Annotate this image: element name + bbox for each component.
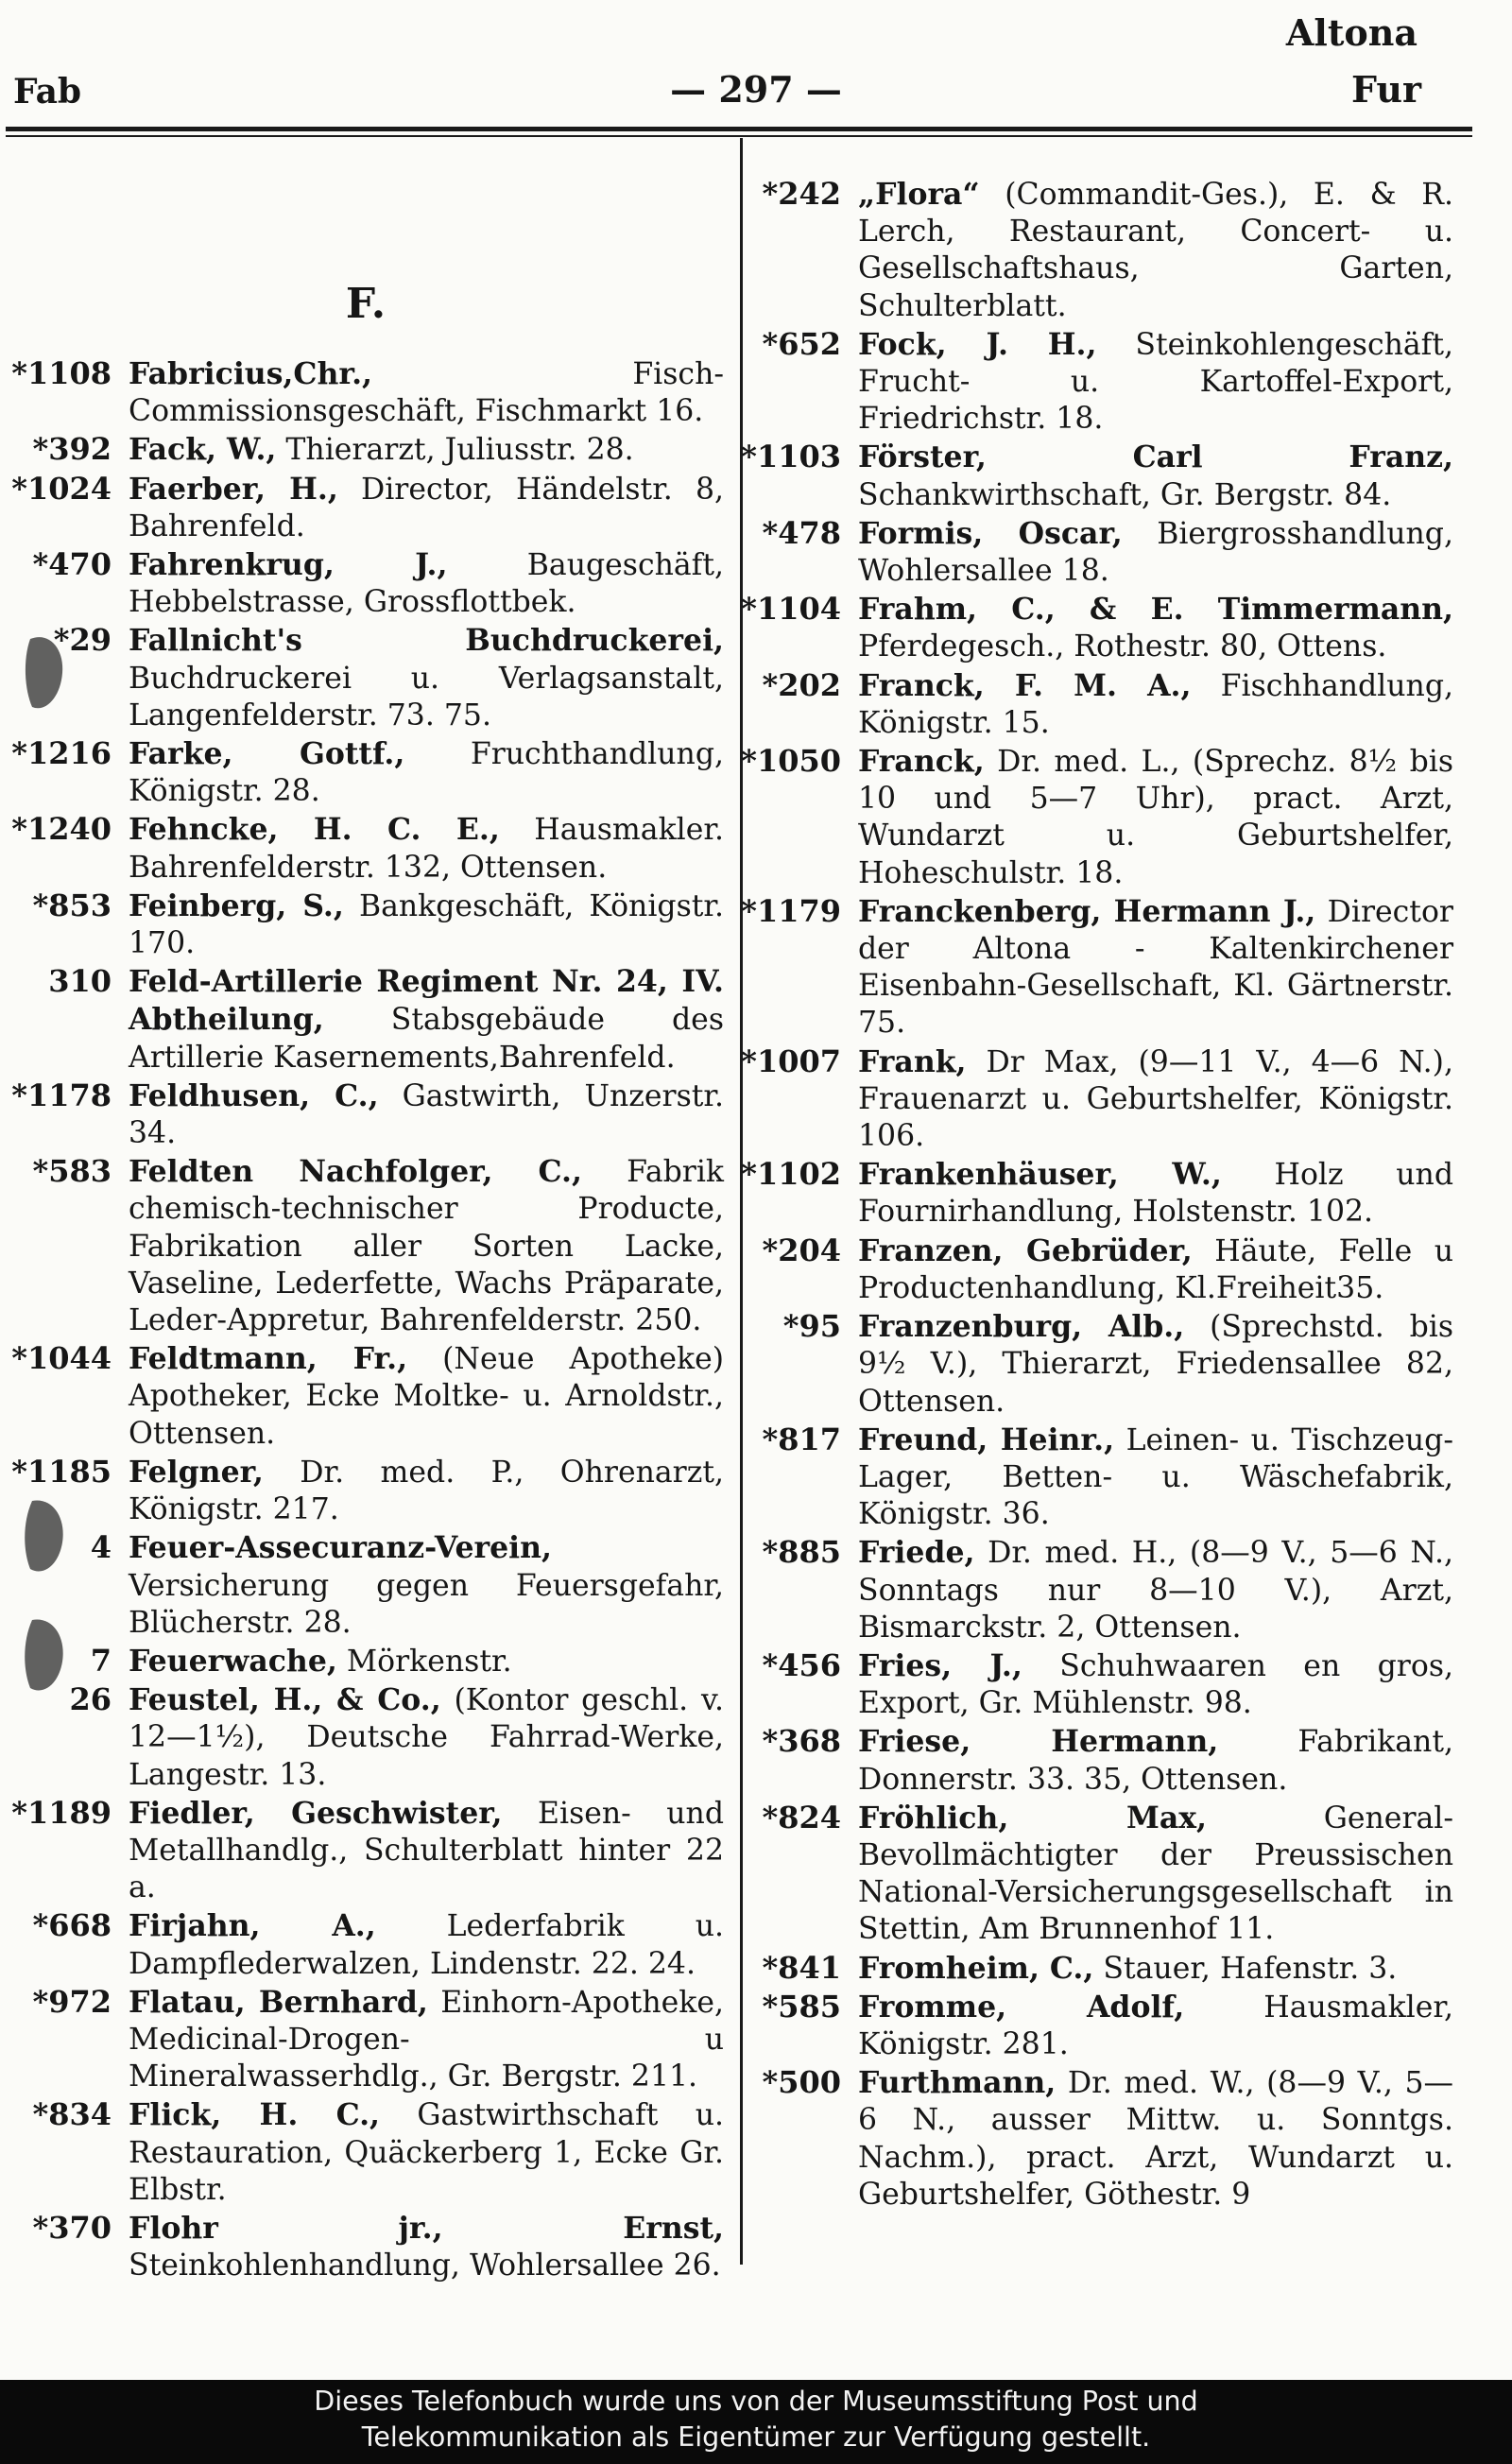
phone-number: *972 (32, 1983, 112, 2020)
entry-details: Steinkohlengeschäft, Frucht- u. Kartoffel-Export, Friedrichstr. 18. (858, 327, 1453, 437)
entry-body (129, 735, 724, 810)
entry-body (129, 1153, 724, 1339)
entry-body (858, 1156, 1453, 1231)
entry-details: Director, Händelstr. 8, Bahrenfeld. (129, 472, 724, 543)
phone-number: *1216 (11, 735, 112, 772)
phone-number: *824 (762, 1799, 841, 1835)
subscriber-name: Feinberg, S., (129, 887, 344, 923)
subscriber-name: Fries, J., (858, 1647, 1022, 1683)
entry-body (858, 667, 1453, 742)
subscriber-name: Fahrenkrug, J., (129, 547, 448, 583)
directory-entry (8, 431, 724, 469)
entry-body (129, 1529, 724, 1642)
directory-entry (737, 439, 1453, 513)
entry-body (858, 1989, 1453, 2063)
directory-entry (737, 1156, 1453, 1231)
directory-entry (737, 1043, 1453, 1156)
entry-details: (Commandit-Ges.), E. & R. Lerch, Restaurant, Concert- u. Gesellschaftshaus, Garten, Schulterblatt. (858, 178, 1454, 323)
phone-number: *1102 (741, 1156, 841, 1193)
subscriber-name: Franck, (858, 744, 985, 780)
subscriber-name: Fromme, Adolf, (858, 1989, 1185, 2025)
directory-entry (737, 893, 1453, 1042)
directory-entry (8, 963, 724, 1077)
header-rule (6, 127, 1472, 131)
directory-entry (737, 743, 1453, 892)
subscriber-name: Fromheim, C., (858, 1950, 1094, 1986)
entry-details: Fabrikant, Donnerstr. 33. 35, Ottensen. (858, 1725, 1453, 1797)
entry-body (858, 743, 1453, 892)
phone-number: *652 (762, 325, 841, 362)
footer-line-1: Dieses Telefonbuch wurde uns von der Museumsstiftung Post und (314, 2386, 1198, 2417)
phone-number: *1007 (741, 1042, 841, 1079)
subscriber-name: Friese, Hermann, (858, 1724, 1219, 1760)
entry-body (858, 1647, 1453, 1722)
directory-entry (8, 1795, 724, 1907)
subscriber-name: Firjahn, A., (129, 1908, 376, 1944)
directory-entry (8, 1153, 724, 1339)
entry-details: Director der Altona - Kaltenkirchener Eisenbahn-Gesellschaft, Kl. Gärtnerstr. 75. (858, 894, 1453, 1041)
subscriber-name: Furthmann, (858, 2065, 1057, 2101)
directory-entry (737, 1232, 1453, 1307)
subscriber-name: Franckenberg, Hermann J., (858, 893, 1316, 929)
entry-body (129, 1795, 724, 1907)
entry-body (129, 1681, 724, 1794)
entry-body (129, 887, 724, 962)
directory-entry (8, 887, 724, 962)
subscriber-name: Franzen, Gebrüder, (858, 1232, 1193, 1268)
entry-details: Dr Max, (9—11 V., 4—6 N.), Frauenarzt u. Geburtshelfer, Königstr. 106. (858, 1044, 1453, 1154)
range-end: Fur (1351, 68, 1421, 111)
directory-entry (8, 1340, 724, 1453)
phone-number: *1178 (11, 1077, 112, 1113)
phone-number: *370 (32, 2209, 112, 2246)
directory-entry (8, 1454, 724, 1528)
entry-details: Schankwirthschaft, Gr. Bergstr. 84. (858, 477, 1392, 512)
phone-number: *585 (762, 1988, 841, 2025)
entry-details: Buchdruckerei u. Verlagsanstalt, Langenfelderstr. 73. 75. (129, 661, 724, 732)
directory-entry (8, 2096, 724, 2209)
phone-number: *1044 (11, 1340, 112, 1377)
phone-number: *470 (32, 546, 112, 583)
subscriber-name: Fabricius,Chr., (129, 356, 372, 391)
phone-number: *668 (32, 1907, 112, 1944)
subscriber-name: Feuer-Assecuranz-Verein, (129, 1530, 552, 1566)
phone-number: 4 (90, 1529, 112, 1566)
entry-body (858, 326, 1453, 439)
phone-number: *885 (762, 1534, 841, 1571)
directory-entry (737, 515, 1453, 590)
entry-details: Fischhandlung, Königstr. 15. (858, 668, 1454, 740)
directory-entry (737, 591, 1453, 665)
entry-details: Eisen- und Metallhandlg., Schulterblatt hinter 22 a. (129, 1796, 725, 1905)
subscriber-name: Frankenhäuser, W., (858, 1157, 1222, 1193)
entry-body (858, 1422, 1453, 1534)
phone-number: *1185 (11, 1453, 112, 1490)
entry-body (129, 1077, 724, 1152)
subscriber-name: Farke, Gottf., (129, 736, 405, 772)
entry-body (858, 1308, 1453, 1421)
entry-body (129, 1907, 724, 1982)
subscriber-name: Flick, H. C., (129, 2097, 381, 2133)
directory-entry (737, 1534, 1453, 1646)
entry-body (129, 1454, 724, 1528)
subscriber-name: Franzenburg, Alb., (858, 1309, 1185, 1345)
phone-number: 7 (90, 1642, 112, 1679)
phone-number: *1104 (741, 591, 841, 628)
entry-body (129, 355, 724, 430)
phone-number: *1108 (11, 355, 112, 391)
entry-details: Leinen- u. Tischzeug-Lager, Betten- u. Wäschefabrik, Königstr. 36. (858, 1422, 1453, 1532)
subscriber-name: Flohr jr., Ernst, (129, 2210, 724, 2246)
phone-number: *500 (762, 2064, 841, 2101)
directory-entry (8, 735, 724, 810)
entry-body (129, 2210, 724, 2284)
subscriber-name: Flatau, Bernhard, (129, 1984, 428, 2020)
entry-details: Häute, Felle u Productenhandlung, Kl.Freiheit35. (858, 1233, 1454, 1305)
entry-details: Thierarzt, Juliusstr. 28. (285, 433, 634, 468)
phone-number: *841 (762, 1949, 841, 1986)
directory-entry (737, 1422, 1453, 1534)
phone-number: *1024 (11, 470, 112, 507)
subscriber-name: Feustel, H., & Co., (129, 1682, 441, 1718)
directory-entry (8, 622, 724, 734)
phone-number: *242 (762, 176, 841, 212)
subscriber-name: Feldten Nachfolger, C., (129, 1154, 582, 1190)
subscriber-name: Frahm, C., & E. Timmermann, (858, 592, 1453, 628)
phone-number: *202 (762, 666, 841, 703)
entry-body (129, 1643, 724, 1680)
entry-body (129, 811, 724, 886)
phone-number: 310 (48, 963, 112, 1000)
directory-entry (737, 1647, 1453, 1722)
entry-body (129, 431, 724, 469)
directory-entry (737, 667, 1453, 742)
entry-details: Mörkenstr. (346, 1644, 512, 1679)
entry-details: Gastwirthschaft u. Restauration, Quäckerberg 1, Ecke Gr. Elbstr. (129, 2098, 725, 2207)
subscriber-name: Felgner, (129, 1454, 264, 1490)
entry-body (858, 893, 1453, 1042)
entry-body (129, 1984, 724, 2096)
subscriber-name: Franck, F. M. A., (858, 667, 1192, 703)
subscriber-name: Formis, Oscar, (858, 515, 1123, 551)
subscriber-name: Feuerwache, (129, 1643, 337, 1679)
directory-entry (8, 546, 724, 621)
entry-body (129, 622, 724, 734)
entry-body (858, 176, 1453, 325)
phone-number: *456 (762, 1646, 841, 1683)
subscriber-name: Förster, Carl Franz, (858, 439, 1453, 475)
entry-details: Holz und Fournirhandlung, Holstenstr. 102. (858, 1158, 1454, 1230)
subscriber-name: Freund, Heinr., (858, 1422, 1115, 1457)
entry-details: (Kontor geschl. v. 12—1½), Deutsche Fahrrad-Werke, Langestr. 13. (129, 1683, 725, 1792)
subscriber-name: „Flora“ (858, 177, 980, 212)
entry-body (858, 1043, 1453, 1156)
subscriber-name: Feld-Artillerie Regiment Nr. 24, IV. Abtheilung, (129, 964, 724, 1038)
subscriber-name: Faerber, H., (129, 471, 338, 507)
section-letter: F. (345, 280, 387, 328)
phone-number: *368 (762, 1723, 841, 1760)
entry-body (129, 2096, 724, 2209)
entry-details: Fisch-Commissionsgeschäft, Fischmarkt 16. (129, 357, 724, 429)
entry-details: Steinkohlenhandlung, Wohlersallee 26. (129, 2249, 721, 2283)
entry-details: Dr. med. W., (8—9 V., 5—6 N., ausser Mittw. u. Sonntgs. Nachm.), pract. Arzt, Wundarzt u. Geburtshelfer, Göthestr. 9 (858, 2066, 1454, 2212)
subscriber-name: Fack, W., (129, 432, 277, 468)
entry-details: Gastwirth, Unzerstr. 34. (129, 1078, 725, 1151)
entry-details: Biergrosshandlung, Wohlersallee 18. (858, 516, 1453, 589)
subscriber-name: Feldhusen, C., (129, 1077, 379, 1113)
entry-body (858, 515, 1453, 590)
entry-body (858, 1723, 1453, 1798)
phone-number: *1189 (11, 1794, 112, 1831)
subscriber-name: Feldtmann, Fr., (129, 1341, 408, 1377)
phone-number: *834 (32, 2096, 112, 2133)
entry-body (858, 1232, 1453, 1307)
phone-number: *1103 (741, 439, 841, 475)
directory-entry (8, 1643, 724, 1680)
entry-details: Stabsgebäude des Artillerie Kasernements,Bahrenfeld. (129, 1003, 724, 1075)
phone-number: *1240 (11, 811, 112, 848)
phone-number: 26 (69, 1681, 112, 1718)
phone-number: *392 (32, 431, 112, 468)
entry-details: Dr. med. L., (Sprechz. 8½ bis 10 und 5—7 Uhr), pract. Arzt, Wundarzt u. Geburtshelfer, Hoheschulstr. 18. (858, 745, 1454, 890)
subscriber-name: Friede, (858, 1535, 975, 1571)
entry-details: Fruchthandlung, Königstr. 28. (129, 737, 724, 809)
subscriber-name: Frank, (858, 1043, 967, 1079)
phone-number: *1050 (741, 743, 841, 780)
phone-number: *95 (782, 1308, 841, 1345)
entry-body (858, 2064, 1453, 2214)
directory-entry (737, 2064, 1453, 2214)
subscriber-name: Fröhlich, Max, (858, 1800, 1207, 1835)
directory-entry (8, 1984, 724, 2096)
entry-details: Schuhwaaren en gros, Export, Gr. Mühlenstr. 98. (858, 1648, 1453, 1721)
entry-details: Pferdegesch., Rothestr. 80, Ottens. (858, 629, 1387, 664)
directory-entry (737, 176, 1453, 325)
entry-details: Hausmakler. Bahrenfelderstr. 132, Ottensen. (129, 813, 725, 885)
city-header: Altona (1285, 11, 1418, 54)
entry-body (129, 546, 724, 621)
directory-entry (737, 1308, 1453, 1421)
directory-entry (8, 1907, 724, 1982)
entry-details: Fabrik chemisch-technischer Producte, Fabrikation aller Sorten Lacke, Vaseline, Lederfette, Wachs Präparate, Leder-Appretur, Bahrenfelderstr. 250. (129, 1155, 725, 1338)
entry-details: Lederfabrik u. Dampflederwalzen, Lindenstr. 22. 24. (129, 1909, 724, 1981)
entry-details: Einhorn-Apotheke, Medicinal-Drogen- u Mineralwasserhdlg., Gr. Bergstr. 211. (129, 1985, 724, 2094)
entry-details: (Sprechstd. bis 9½ V.), Thierarzt, Friedensallee 82, Ottensen. (858, 1310, 1453, 1419)
page-number: — 297 — (670, 68, 842, 111)
phone-number: *1179 (741, 892, 841, 929)
directory-entry (737, 1989, 1453, 2063)
directory-entry (8, 355, 724, 430)
entry-body (129, 1340, 724, 1453)
footer-notice (0, 2380, 1512, 2464)
entry-details: Dr. med. H., (8—9 V., 5—6 N., Sonntags nur 8—10 V.), Arzt, Bismarckstr. 2, Ottensen. (858, 1536, 1453, 1645)
entry-body (129, 963, 724, 1077)
entry-details: Bankgeschäft, Königstr. 170. (129, 888, 725, 961)
footer-line-2: Telekommunikation als Eigentümer zur Verfügung gestellt. (361, 2421, 1151, 2453)
directory-entry (8, 1681, 724, 1794)
phone-number: *478 (762, 514, 841, 551)
entry-body (858, 1950, 1453, 1988)
subscriber-name: Fehncke, H. C. E., (129, 812, 500, 848)
entry-details: Baugeschäft, Hebbelstrasse, Grossflottbek. (129, 548, 725, 620)
left-column (8, 178, 724, 2285)
directory-entry (737, 1800, 1453, 1949)
entry-body (129, 471, 724, 545)
entry-details: Versicherung gegen Feuersgefahr, Blücherstr. 28. (129, 1568, 724, 1640)
directory-entry (737, 1723, 1453, 1798)
phone-number: *204 (762, 1232, 841, 1268)
directory-entry (737, 1950, 1453, 1988)
phone-number: *29 (53, 622, 112, 659)
directory-entry (737, 326, 1453, 439)
entry-body (858, 439, 1453, 513)
entry-body (858, 1800, 1453, 1949)
directory-entry (8, 2210, 724, 2284)
subscriber-name: Fiedler, Geschwister, (129, 1795, 503, 1831)
phone-number: *817 (762, 1421, 841, 1457)
directory-entry (8, 471, 724, 545)
subscriber-name: Fallnicht's Buchdruckerei, (129, 623, 724, 659)
phone-number: *853 (32, 887, 112, 923)
header-rule-thin (6, 135, 1472, 137)
right-column (737, 176, 1453, 2214)
phone-number: *583 (32, 1153, 112, 1190)
entry-details: Stauer, Hafenstr. 3. (1103, 1951, 1398, 1986)
entry-body (858, 1534, 1453, 1646)
entry-details: Dr. med. P., Ohrenarzt, Königstr. 217. (129, 1455, 725, 1527)
directory-entry (8, 1077, 724, 1152)
entry-details: General-Bevollmächtigter der Preussischen National-Versicherungsgesellschaft in Stettin, Am Brunnenhof 11. (858, 1801, 1454, 1947)
entry-details: Hausmakler, Königstr. 281. (858, 1990, 1453, 2061)
range-start: Fab (13, 72, 82, 112)
subscriber-name: Fock, J. H., (858, 326, 1097, 362)
entry-body (858, 591, 1453, 665)
directory-entry (8, 811, 724, 886)
directory-entry (8, 1529, 724, 1642)
entry-details: (Neue Apotheke) Apotheker, Ecke Moltke- u. Arnoldstr., Ottensen. (129, 1342, 724, 1451)
